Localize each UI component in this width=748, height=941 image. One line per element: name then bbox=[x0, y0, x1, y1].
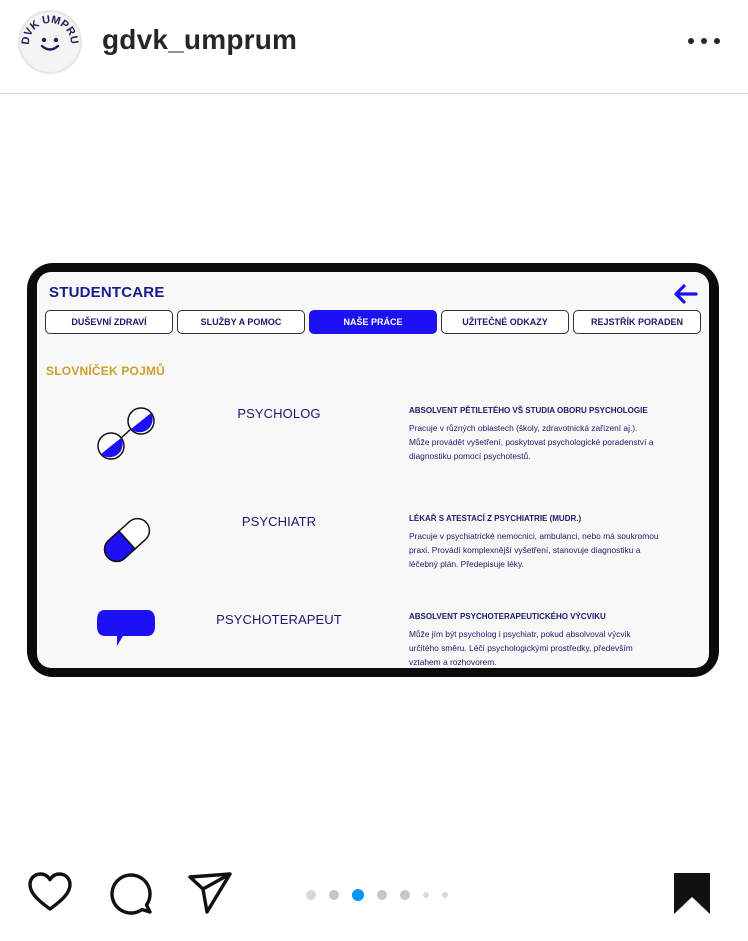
gdvk-umprum-logo-icon bbox=[20, 12, 80, 72]
post-header bbox=[0, 0, 748, 94]
tablet-screen bbox=[37, 272, 709, 668]
more-options-button[interactable] bbox=[684, 30, 724, 52]
carousel-dot bbox=[423, 892, 429, 898]
term-definition bbox=[409, 406, 659, 463]
term-definition bbox=[409, 514, 659, 571]
more-dot-icon bbox=[714, 38, 720, 44]
comment-icon[interactable] bbox=[106, 869, 154, 917]
linked-circles-icon bbox=[95, 404, 159, 464]
back-arrow-icon bbox=[671, 282, 699, 306]
more-dot-icon bbox=[701, 38, 707, 44]
term-heading: LÉKAŘ S ATESTACÍ Z PSYCHIATRIE (MUDR.) bbox=[409, 514, 582, 523]
site-nav bbox=[45, 310, 701, 334]
pill-capsule-icon bbox=[95, 510, 159, 570]
carousel-dot bbox=[442, 892, 448, 898]
nav-rejstrik-poraden: REJSTŘÍK PORADEN bbox=[573, 310, 701, 334]
heart-like-icon[interactable] bbox=[26, 869, 74, 917]
carousel-indicator bbox=[306, 889, 448, 901]
term-body: Může jím být psycholog i psychiatr, pokud absolvoval výcvik určitého směru. Léčí psychologickými prostředky, především vztahem a rozhovorem. bbox=[409, 629, 633, 667]
carousel-dot bbox=[329, 890, 339, 900]
nav-dusevni-zdravi: DUŠEVNÍ ZDRAVÍ bbox=[45, 310, 173, 334]
term-heading: ABSOLVENT PĚTILETÉHO VŠ STUDIA OBORU PSYCHOLOGIE bbox=[409, 406, 648, 415]
carousel-dot bbox=[306, 890, 316, 900]
avatar[interactable] bbox=[18, 10, 82, 74]
nav-uzitecne-odkazy: UŽITEČNÉ ODKAZY bbox=[441, 310, 569, 334]
term-heading: ABSOLVENT PSYCHOTERAPEUTICKÉHO VÝCVIKU bbox=[409, 612, 606, 621]
section-title: SLOVNÍČEK POJMŮ bbox=[46, 364, 166, 378]
share-send-icon[interactable] bbox=[186, 869, 234, 917]
term-name: PSYCHIATR bbox=[241, 514, 317, 529]
logo-text-top: DVK UMPRU bbox=[20, 13, 80, 46]
term-name: PSYCHOTERAPEUT bbox=[216, 612, 342, 627]
more-dot-icon bbox=[688, 38, 694, 44]
site-title: STUDENTCARE bbox=[49, 284, 165, 301]
carousel-dot bbox=[400, 890, 410, 900]
username[interactable]: gdvk_umprum bbox=[102, 24, 298, 55]
speech-bubble-icon bbox=[95, 606, 159, 652]
post-actions bbox=[0, 845, 748, 941]
post-image[interactable] bbox=[0, 95, 748, 845]
term-name: PSYCHOLOG bbox=[237, 406, 321, 421]
carousel-dot bbox=[377, 890, 387, 900]
term-body: Pracuje v psychiatrické nemocnici, ambulanci, nebo má soukromou praxi. Provádí komplexnější vyšetření, stanovuje diagnostiku a léčebný plán. Předepisuje léky. bbox=[409, 531, 659, 569]
nav-sluzby-a-pomoc: SLUŽBY A POMOC bbox=[177, 310, 305, 334]
term-definition bbox=[409, 612, 659, 668]
tablet-frame bbox=[27, 263, 719, 677]
term-body: Pracuje v různých oblastech (školy, zdravotnická zařízení aj.). Může provádět vyšetření, poskytovat psychologické poradenství a diagnostiku pomocí psychotestů. bbox=[409, 423, 654, 461]
carousel-dot-active bbox=[352, 889, 364, 901]
nav-nase-prace: NAŠE PRÁCE bbox=[309, 310, 437, 334]
bookmark-save-icon[interactable] bbox=[668, 869, 716, 917]
